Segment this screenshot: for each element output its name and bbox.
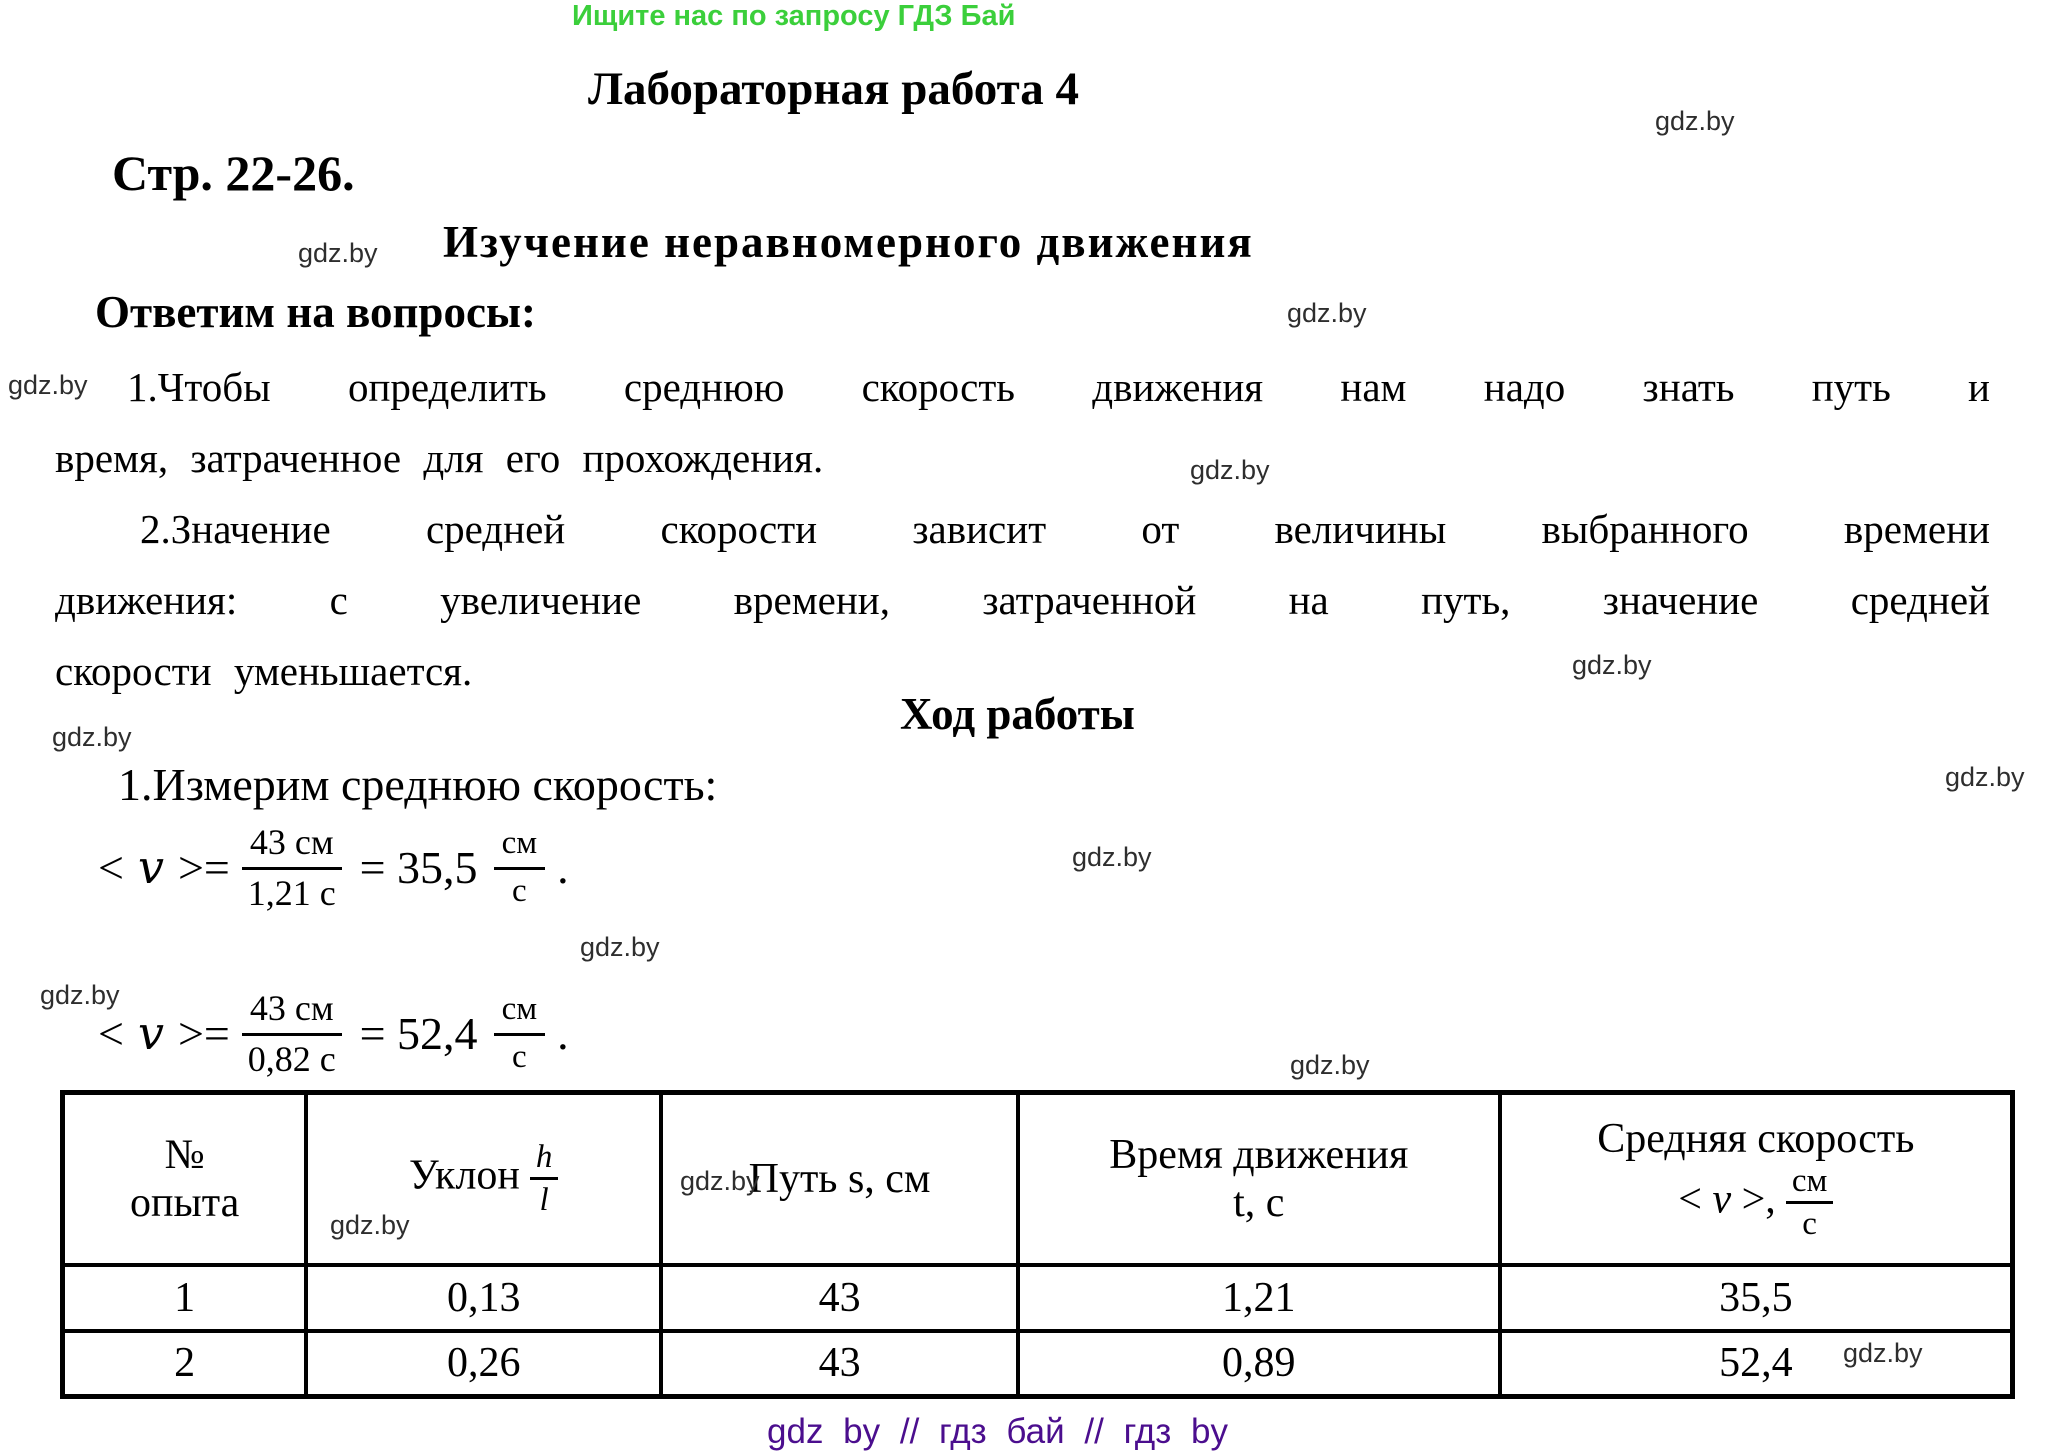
velocity-symbol: v [137, 1006, 164, 1061]
lhs-close: >= [177, 1007, 230, 1059]
fraction-denominator: 1,21 с [247, 873, 336, 914]
unit-fraction [494, 823, 546, 911]
cell-average-speed: 52,4 [1500, 1331, 2013, 1397]
header-time [1018, 1093, 1500, 1265]
questions-heading: Ответим на вопросы: [95, 287, 537, 337]
watermark-gdzby: gdz.by [580, 932, 660, 962]
fraction-numerator: 43 см [242, 820, 342, 870]
cell-path: 43 [661, 1331, 1018, 1397]
formula-result: = 35,5 [359, 841, 478, 893]
watermark-gdzby: gdz.by [1843, 1338, 1923, 1368]
unit-denominator: с [512, 1039, 527, 1076]
formula-period: . [557, 1007, 569, 1059]
fraction-path-time [242, 820, 342, 915]
fraction-path-time [242, 986, 342, 1081]
header-line: t, с [1233, 1179, 1285, 1226]
formula-result: = 52,4 [359, 1007, 478, 1059]
answer1-line2: время, затраченное для его прохождения. [55, 435, 824, 481]
promo-banner: Ищите нас по запросу ГДЗ Бай [572, 0, 1016, 32]
watermark-gdzby: gdz.by [8, 370, 88, 400]
answer2-line2: движения: с увеличение времени, затраченной на путь, значение средней [55, 577, 1990, 623]
speed-symbol-line [1502, 1163, 2010, 1243]
results-table [60, 1090, 2015, 1399]
cell-experiment-number: 1 [63, 1265, 307, 1331]
unit-fraction [494, 989, 546, 1077]
header-line: Время движения [1109, 1131, 1409, 1178]
lab-subtitle: Изучение неравномерного движения [443, 217, 1254, 267]
slope-denominator: l [539, 1182, 549, 1219]
lhs-open: < [98, 841, 124, 893]
slope-numerator: h [530, 1139, 559, 1180]
slope-label: Уклон [409, 1152, 520, 1199]
answer2-line1: 2.Значение средней скорости зависит от величины выбранного времени [140, 506, 1990, 552]
table-row [63, 1331, 2013, 1397]
watermark-gdzby: gdz.by [52, 722, 132, 752]
cell-slope: 0,13 [306, 1265, 661, 1331]
step1-text: 1.Измерим среднюю скорость: [118, 759, 718, 810]
cell-time: 1,21 [1018, 1265, 1500, 1331]
lhs-open: < [1678, 1176, 1702, 1223]
cell-path: 43 [661, 1265, 1018, 1331]
header-line: опыта [130, 1179, 240, 1226]
lhs-open: < [98, 1007, 124, 1059]
path-label: Путь s, см [748, 1155, 931, 1202]
lhs-close: >= [177, 841, 230, 893]
watermark-gdzby: gdz.by [298, 238, 378, 268]
watermark-gdzby: gdz.by [1190, 455, 1270, 485]
fraction-denominator: 0,82 с [247, 1039, 336, 1080]
watermark-gdzby: gdz.by [1945, 762, 2025, 792]
watermark-gdzby: gdz.by [40, 980, 120, 1010]
cell-experiment-number: 2 [63, 1331, 307, 1397]
unit-denominator: с [1802, 1206, 1817, 1243]
unit-numerator: см [494, 989, 546, 1036]
watermark-gdzby: gdz.by [1572, 650, 1652, 680]
cell-average-speed: 35,5 [1500, 1265, 2013, 1331]
fraction-numerator: 43 см [242, 986, 342, 1036]
watermark-gdzby: gdz.by [680, 1166, 760, 1196]
watermark-gdzby: gdz.by [330, 1210, 410, 1240]
header-line: № [164, 1131, 205, 1178]
unit-numerator: см [494, 823, 546, 870]
cell-time: 0,89 [1018, 1331, 1500, 1397]
header-average-speed [1500, 1093, 2013, 1265]
cell-slope: 0,26 [306, 1331, 661, 1397]
velocity-symbol: v [1712, 1176, 1732, 1223]
formula-average-speed-2 [98, 986, 569, 1081]
watermark-gdzby: gdz.by [1655, 106, 1735, 136]
header-experiment-number [63, 1093, 307, 1265]
watermark-gdzby: gdz.by [1072, 842, 1152, 872]
answer1-line1: 1.Чтобы определить среднюю скорость движения нам надо знать путь и [127, 364, 1990, 410]
velocity-symbol: v [137, 840, 164, 895]
unit-numerator: см [1786, 1163, 1834, 1204]
watermark-gdzby: gdz.by [1287, 298, 1367, 328]
pages-reference: Стр. 22-26. [112, 145, 355, 201]
watermark-gdzby: gdz.by [1290, 1050, 1370, 1080]
footer-site-line: gdz by // гдз бай // гдз by [767, 1412, 1228, 1451]
answer2-line3: скорости уменьшается. [55, 648, 473, 694]
slope-fraction [530, 1139, 559, 1219]
unit-denominator: с [512, 873, 527, 910]
page-title: Лабораторная работа 4 [588, 63, 1079, 115]
lhs-close: >, [1741, 1176, 1776, 1223]
speed-unit-fraction [1786, 1163, 1834, 1243]
formula-period: . [557, 841, 569, 893]
work-heading: Ход работы [900, 689, 1135, 739]
formula-average-speed-1 [98, 820, 569, 915]
table-row [63, 1265, 2013, 1331]
header-line: Средняя скорость [1597, 1115, 1915, 1162]
